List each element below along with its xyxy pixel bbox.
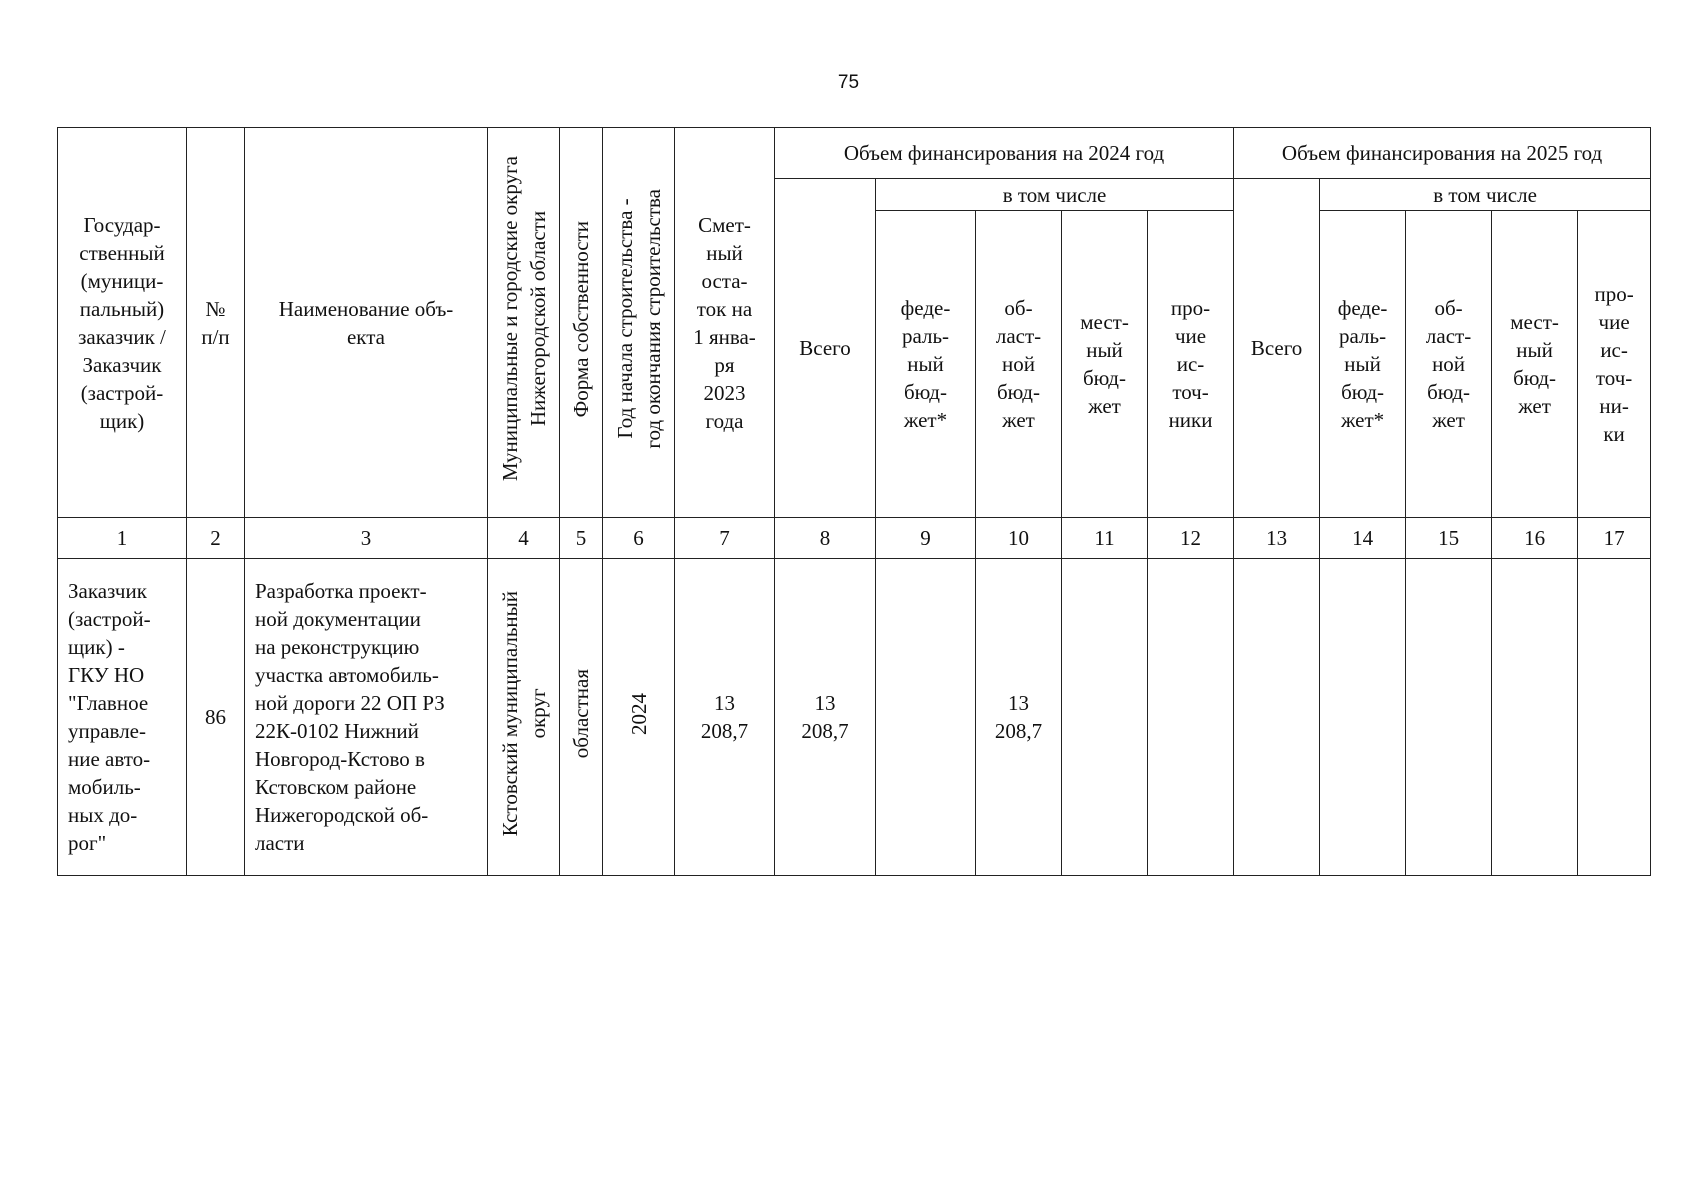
header-number: № п/п <box>187 128 245 518</box>
cell-years: 2024 <box>626 692 651 735</box>
table-row <box>58 559 1651 876</box>
cell-regional-2024: 13 208,7 <box>976 559 1062 876</box>
column-number: 3 <box>245 518 488 559</box>
header-ownership-cell <box>560 128 603 518</box>
cell-number: 86 <box>187 559 245 876</box>
cell-total-2025 <box>1234 559 1320 876</box>
column-number: 4 <box>488 518 560 559</box>
header-other-2025: про- чие ис- точ- ни- ки <box>1578 211 1651 518</box>
cell-federal-2024 <box>876 559 976 876</box>
column-number: 11 <box>1062 518 1148 559</box>
column-number: 5 <box>560 518 603 559</box>
cell-customer: Заказчик (застрой- щик) - ГКУ НО "Главное управле- ние авто- мобиль- ных до- рог" <box>58 559 187 876</box>
header-districts-cell <box>488 128 560 518</box>
column-number: 8 <box>775 518 876 559</box>
header-total-2025: Всего <box>1234 179 1320 518</box>
header-regional-2024: об- ласт- ной бюд- жет <box>976 211 1062 518</box>
column-number-row <box>58 518 1651 559</box>
financing-table <box>57 127 1651 876</box>
cell-federal-2025 <box>1320 559 1406 876</box>
header-including-2024: в том числе <box>876 179 1234 211</box>
cell-ownership-wrap <box>560 559 603 876</box>
column-number: 1 <box>58 518 187 559</box>
column-number: 13 <box>1234 518 1320 559</box>
column-number: 15 <box>1406 518 1492 559</box>
cell-other-2024 <box>1148 559 1234 876</box>
page-number: 75 <box>837 72 860 93</box>
header-local-2024: мест- ный бюд- жет <box>1062 211 1148 518</box>
column-number: 14 <box>1320 518 1406 559</box>
header-remaining: Смет- ный оста- ток на 1 янва- ря 2023 года <box>675 128 775 518</box>
header-object-name: Наименование объ- екта <box>245 128 488 518</box>
header-total-2024: Всего <box>775 179 876 518</box>
header-group-2024: Объем финансирования на 2024 год <box>775 128 1234 179</box>
cell-local-2024 <box>1062 559 1148 876</box>
cell-ownership: областная <box>569 668 593 759</box>
header-group-2025: Объем финансирования на 2025 год <box>1234 128 1651 179</box>
header-districts: Муниципальные и городские округа Нижегородской области <box>497 156 550 482</box>
cell-local-2025 <box>1492 559 1578 876</box>
header-years-cell <box>603 128 675 518</box>
cell-district-wrap <box>488 559 560 876</box>
cell-remaining: 13 208,7 <box>675 559 775 876</box>
column-number: 9 <box>876 518 976 559</box>
header-local-2025: мест- ный бюд- жет <box>1492 211 1578 518</box>
cell-object-name: Разработка проект- ной документации на реконструкцию участка автомобиль- ной дороги 22 ОП РЗ 22К-0102 Нижний Новгород-Кстово в Кстовском районе Нижегородской об- ласти <box>245 559 488 876</box>
cell-years-wrap <box>603 559 675 876</box>
header-regional-2025: об- ласт- ной бюд- жет <box>1406 211 1492 518</box>
column-number: 17 <box>1578 518 1651 559</box>
header-federal-2024: феде- раль- ный бюд- жет* <box>876 211 976 518</box>
header-including-2025: в том числе <box>1320 179 1651 211</box>
column-number: 12 <box>1148 518 1234 559</box>
column-number: 16 <box>1492 518 1578 559</box>
cell-regional-2025 <box>1406 559 1492 876</box>
cell-district: Кстовский муниципальный округ <box>497 590 550 837</box>
header-customer: Государ- ственный (муници- пальный) заказчик / Заказчик (застрой- щик) <box>58 128 187 518</box>
header-years: Год начала строительства - год окончания строительства <box>612 189 665 449</box>
header-other-2024: про- чие ис- точ- ники <box>1148 211 1234 518</box>
column-number: 6 <box>603 518 675 559</box>
column-number: 7 <box>675 518 775 559</box>
header-federal-2025: феде- раль- ный бюд- жет* <box>1320 211 1406 518</box>
column-number: 10 <box>976 518 1062 559</box>
column-number: 2 <box>187 518 245 559</box>
header-ownership: Форма собственности <box>569 220 593 418</box>
cell-other-2025 <box>1578 559 1651 876</box>
cell-total-2024: 13 208,7 <box>775 559 876 876</box>
